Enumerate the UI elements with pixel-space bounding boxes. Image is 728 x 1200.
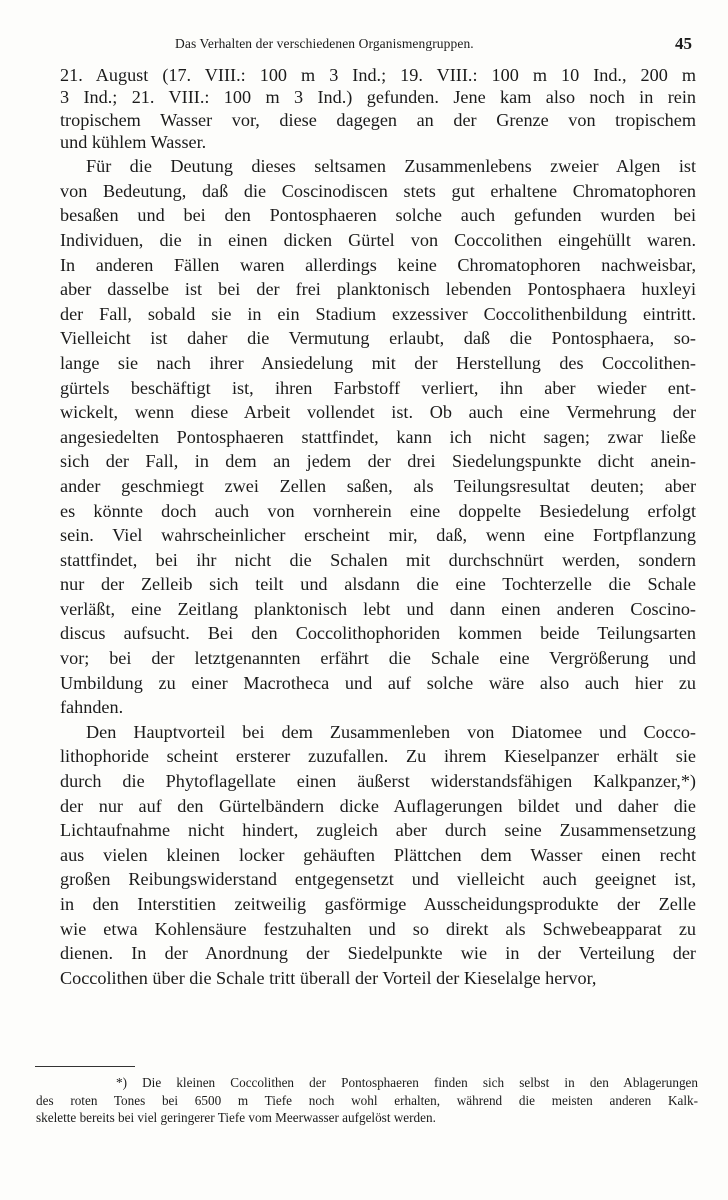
- text-line: Individuen, die in einen dicken Gürtel von Coccolithen eingehüllt waren.: [60, 229, 696, 250]
- footnote-line: skelette bereits bei viel geringerer Tiefe vom Meerwasser aufgelöst werden.: [36, 1110, 436, 1125]
- footnote-line: *) Die kleinen Coccolithen der Pontosphaeren finden sich selbst in den Ablagerungen: [116, 1075, 698, 1090]
- text-line: lange sie nach ihrer Ansiedelung mit der Herstellung des Coccolithen-: [60, 352, 696, 373]
- text-line: ander geschmiegt zwei Zellen saßen, als Teilungsresultat deuten; aber: [60, 475, 696, 496]
- text-line: in den Interstitien zeitweilig gasförmige Ausscheidungsprodukte der Zelle: [60, 894, 696, 914]
- text-line: Für die Deutung dieses seltsamen Zusammenlebens zweier Algen ist: [86, 156, 696, 177]
- paragraph: [60, 64, 696, 153]
- text-line: besaßen und bei den Pontosphaeren solche auch gefunden wurden bei: [60, 205, 696, 226]
- text-line: fahnden.: [60, 697, 124, 718]
- text-line: dienen. In der Anordnung der Siedelpunkte wie in der Verteilung der: [60, 943, 696, 964]
- text-line: nur der Zelleib sich teilt und alsdann die eine Tochterzelle die Schale: [60, 574, 696, 595]
- footnote-rule: [35, 1066, 135, 1067]
- text-line: aus vielen kleinen locker gehäuften Plättchen dem Wasser einen recht: [60, 844, 696, 865]
- text-line: aber dasselbe ist bei der frei planktonisch lebenden Pontosphaera huxleyi: [60, 279, 696, 300]
- text-line: Vielleicht ist daher die Vermutung erlaubt, daß die Pontosphaera, so-: [60, 328, 696, 349]
- text-line: angesiedelten Pontosphaeren stattfindet, kann ich nicht sagen; zwar ließe: [60, 426, 696, 447]
- text-line: lithophoride scheint ersterer zuzufallen. Zu ihrem Kieselpanzer erhält sie: [60, 746, 696, 767]
- text-line: gürtels beschäftigt ist, ihren Farbstoff verliert, ihn aber wieder ent-: [60, 377, 696, 398]
- page-number: 45: [675, 34, 692, 53]
- text-line: tropischem Wasser vor, diese dagegen an der Grenze von tropischem: [60, 109, 696, 130]
- body-text: [60, 64, 696, 990]
- text-line: großen Reibungswiderstand entgegensetzt und vielleicht auch geeignet ist,: [60, 869, 696, 890]
- text-line: Den Hauptvorteil bei dem Zusammenleben von Diatomee und Cocco-: [86, 721, 696, 742]
- text-line: vor; bei der letztgenannten erfährt die Schale eine Vergrößerung und: [60, 648, 696, 669]
- text-line: sein. Viel wahrscheinlicher erscheint mir, daß, wenn eine Fortpflanzung: [60, 525, 696, 546]
- text-line: 21. August (17. VIII.: 100 m 3 Ind.; 19. VIII.: 100 m 10 Ind., 200 m: [60, 65, 696, 85]
- paragraph: [60, 720, 696, 991]
- text-line: Coccolithen über die Schale tritt überall der Vorteil der Kieselalge hervor,: [60, 967, 597, 988]
- text-line: wickelt, wenn diese Arbeit vollendet ist. Ob auch eine Vermehrung der: [60, 402, 696, 423]
- text-line: es könnte doch auch von vornherein eine doppelte Besiedelung erfolgt: [60, 500, 696, 521]
- text-line: discus aufsucht. Bei den Coccolithophoriden kommen beide Teilungsarten: [60, 623, 696, 644]
- text-line: der nur auf den Gürtelbändern dicke Auflagerungen bildet und daher die: [60, 795, 696, 816]
- running-head-title: Das Verhalten der verschiedenen Organismengruppen.: [175, 36, 474, 51]
- footnote: [36, 1074, 698, 1127]
- text-line: der Fall, sobald sie in ein Stadium exzessiver Coccolithenbildung eintritt.: [60, 303, 696, 324]
- text-line: Lichtaufnahme nicht hindert, zugleich aber durch seine Zusammensetzung: [60, 820, 696, 841]
- text-line: stattfindet, bei ihr nicht die Schalen mit durchschnürt werden, sondern: [60, 549, 696, 570]
- paragraph: [60, 154, 696, 720]
- footnote-line: des roten Tones bei 6500 m Tiefe noch wohl erhalten, während die meisten anderen Kalk-: [36, 1092, 698, 1108]
- text-line: Umbildung zu einer Macrotheca und auf solche wäre also auch hier zu: [60, 672, 696, 693]
- text-line: und kühlem Wasser.: [60, 131, 207, 152]
- text-line: In anderen Fällen waren allerdings keine Chromatophoren nachweisbar,: [60, 254, 696, 275]
- text-line: von Bedeutung, daß die Coscinodiscen stets gut erhaltene Chromatophoren: [60, 180, 696, 201]
- text-line: durch die Phytoflagellate einen äußerst widerstandsfähigen Kalkpanzer,*): [60, 771, 696, 792]
- running-head: [60, 36, 696, 56]
- text-line: verläßt, eine Zeitlang planktonisch lebt und dann einen anderen Coscino-: [60, 598, 696, 619]
- text-line: wie etwa Kohlensäure festzuhalten und so direkt als Schwebeapparat zu: [60, 918, 696, 939]
- text-line: sich der Fall, in dem an jedem der drei Siedelungspunkte dicht anein-: [60, 451, 696, 472]
- text-line: 3 Ind.; 21. VIII.: 100 m 3 Ind.) gefunden. Jene kam also noch in rein: [60, 87, 696, 108]
